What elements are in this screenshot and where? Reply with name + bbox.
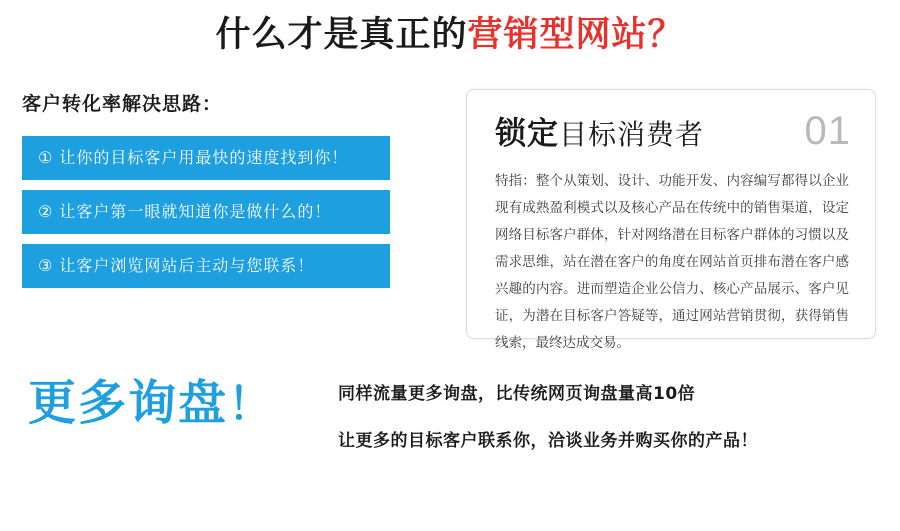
list-item: ① 让你的目标客户用最快的速度找到你！ bbox=[22, 136, 390, 180]
bottom-line-1: 同样流量更多询盘，比传统网页询盘量高10倍 bbox=[338, 383, 696, 404]
feature-card-title-normal: 目标消费者 bbox=[559, 117, 705, 151]
list-item: ③ 让客户浏览网站后主动与您联系！ bbox=[22, 244, 390, 288]
feature-card-header bbox=[467, 90, 875, 154]
page-title bbox=[0, 0, 900, 59]
feature-card-body: 特指：整个从策划、设计、功能开发、内容编写都得以企业现有成熟盈利模式以及核心产品在传统中的销售渠道，设定网络目标客户群体，针对网络潜在目标客户群体的习惯以及需求思维，站在潜在客户的角度在网站首页排布潜在客户感兴趣的内容。进而塑造企业公信力、核心产品展示、客户见证，为潜在目标客户答疑等，通过网站营销贯彻，获得销售线索，最终达成交易。 bbox=[495, 172, 849, 351]
bottom-slogan-text: 更多询盘 bbox=[28, 374, 229, 431]
feature-card-number: 01 bbox=[804, 108, 851, 153]
headline-accent: 营销型网站 bbox=[467, 15, 648, 55]
list-item: ② 让客户第一眼就知道你是做什么的！ bbox=[22, 190, 390, 234]
feature-card-title-strong: 锁定 bbox=[495, 115, 559, 152]
bottom-slogan-mark: ！ bbox=[228, 378, 275, 430]
bottom-section bbox=[0, 367, 900, 477]
headline-question-mark: ？ bbox=[647, 14, 685, 55]
bottom-slogan bbox=[28, 375, 274, 433]
headline-prefix: 什么才是真正的 bbox=[215, 15, 468, 55]
bottom-text-block bbox=[338, 379, 758, 473]
middle-section bbox=[0, 89, 900, 349]
feature-card bbox=[466, 89, 876, 351]
solution-list-title: 客户转化率解决思路： bbox=[22, 92, 223, 115]
bottom-line-2: 让更多的目标客户联系你，洽谈业务并购买你的产品！ bbox=[338, 430, 758, 451]
solution-list-panel bbox=[22, 89, 412, 298]
